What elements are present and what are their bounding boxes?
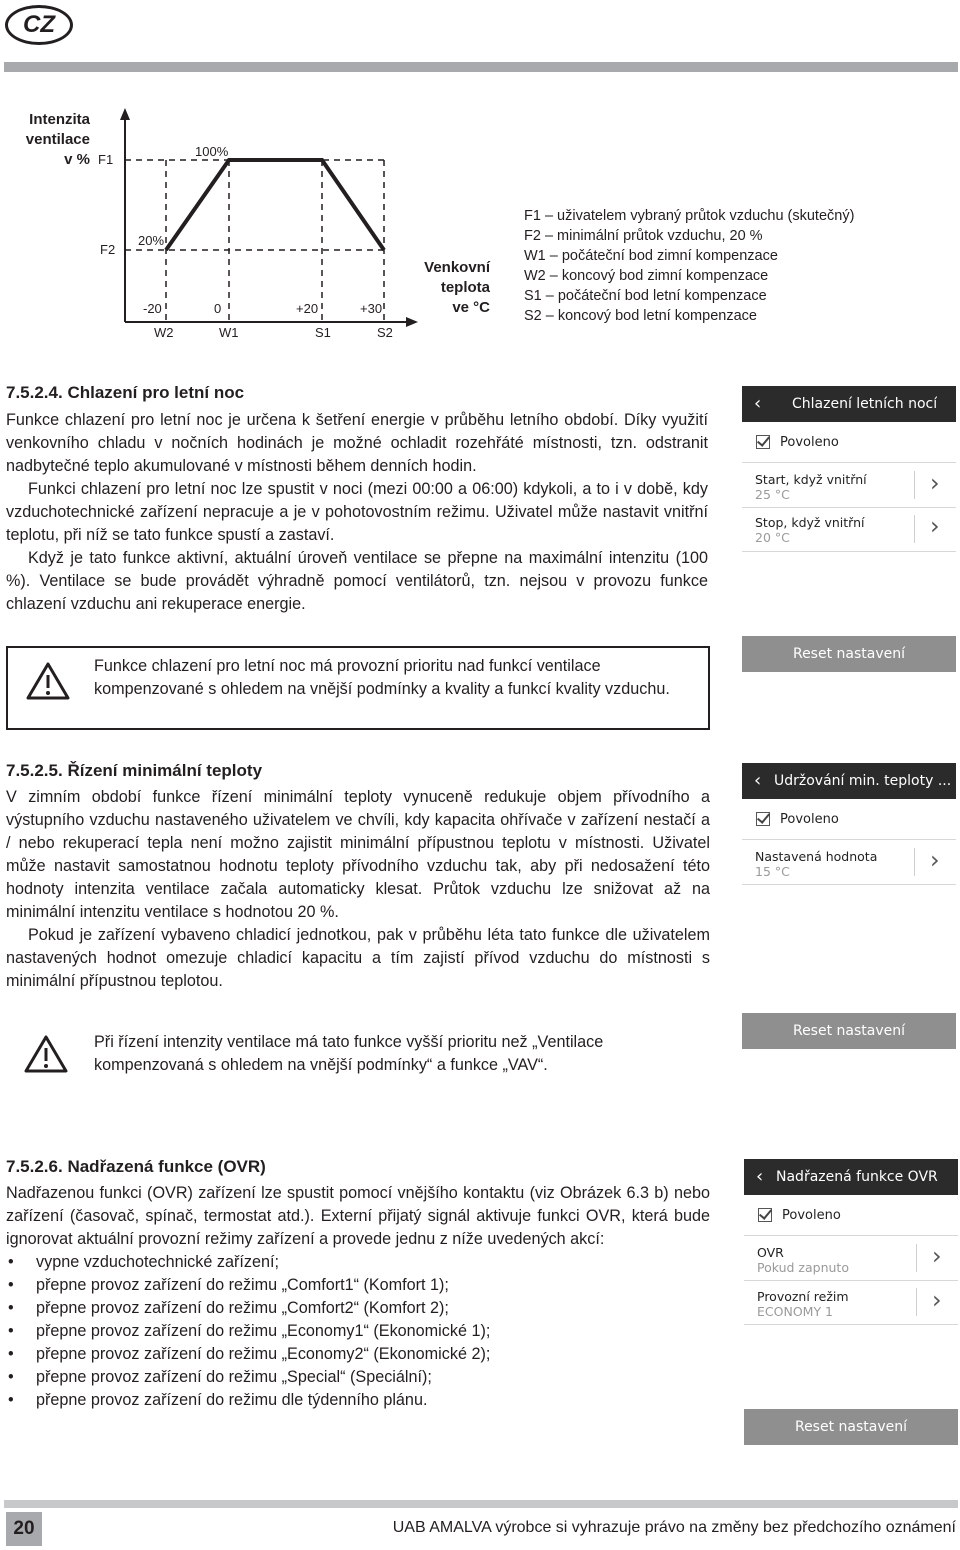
- enabled-toggle[interactable]: [742, 422, 956, 463]
- enabled-toggle[interactable]: [744, 1195, 958, 1236]
- x-axis-arrow: [406, 317, 418, 327]
- point-w2: W2: [154, 325, 174, 340]
- panel-header: [744, 1159, 958, 1195]
- paragraph: Nadřazenou funkci (OVR) zařízení lze spustit pomocí vnějšího kontaktu (viz Obrázek 6.3 b) nebo zařízení (časovač, spínač, termostat atd.). Externí přijatý signál aktivuje funkci OVR, která bude ignorovat aktuální provozní režimy zařízení a provede jednu z níže uvedených akcí:: [6, 1184, 710, 1248]
- section-body-ovr: [6, 1182, 710, 1412]
- divider: [916, 1244, 917, 1272]
- enabled-label: Povoleno: [780, 435, 839, 450]
- f1-label: F1: [98, 152, 114, 167]
- checkbox-icon[interactable]: [758, 1208, 772, 1222]
- paragraph: Pokud je zařízení vybaveno chladicí jednotkou, pak v průběhu léta tato funkce dle uživatelem nastavených hodnot omezuje chladicí kapacitu a tím zajistí přívod vzduchu do místnosti s minimální přípustnou teplotou.: [6, 926, 710, 990]
- tick-plus30: +30: [360, 301, 383, 316]
- diagram-legend: [524, 206, 854, 326]
- setting-title: Start, když vnitřní: [755, 472, 867, 487]
- point-w1: W1: [219, 325, 239, 340]
- setting-value: 20 °C: [755, 530, 790, 545]
- page-number: 20: [6, 1512, 42, 1546]
- list-item: • přepne provoz zařízení do režimu „Economy2“ (Ekonomické 2);: [6, 1343, 710, 1366]
- y-axis-arrow: [120, 108, 130, 120]
- legend-item: F2 – minimální průtok vzduchu, 20 %: [524, 228, 763, 244]
- paragraph: Funkci chlazení pro letní noc lze spustit v noci (mezi 00:00 a 06:00) kdykoli, a to i v době, kdy vzduchotechnické zařízení nepracuje a je v pohotovostním režimu. Uživatel může nastavit vnitřní teplotu, při níž se tato funkce spustí a zastaví.: [6, 480, 708, 544]
- enabled-label: Povoleno: [780, 812, 839, 827]
- language-badge: CZ: [5, 5, 73, 45]
- footer-note: UAB AMALVA výrobce si vyhrazuje právo na změny bez předchozího oznámení: [392, 1519, 956, 1536]
- list-item: • přepne provoz zařízení do režimu „Economy1“ (Ekonomické 1);: [6, 1320, 710, 1343]
- divider: [914, 515, 915, 543]
- warning-icon: [26, 662, 70, 700]
- f2-label: F2: [100, 242, 116, 257]
- list-item: • přepne provoz zařízení do režimu „Comfort1“ (Komfort 1);: [6, 1274, 710, 1297]
- list-item: • vypne vzduchotechnické zařízení;: [6, 1251, 710, 1274]
- legend-item: W1 – počáteční bod zimní kompenzace: [524, 248, 778, 264]
- checkbox-icon[interactable]: [756, 435, 770, 449]
- paragraph: V zimním období funkce řízení minimální teploty vynuceně redukuje objem přívodního a výstupního vzduchu nastaveného uživatelem ve chvíli, kdy kapacita ohřívače v zařízení nestačí a / nebo rekuperací tepla není možno zajistit minimální přípustnou teplotu v místnosti. Uživatel může nastavit samostatnou hodnotu teploty přívodního vzduchu tak, aby při nedosažení této hodnoty intenzita ventilace začala automaticky klesat. Průtok vzduchu lze snižovat až na minimální intenzitu ventilace s hodnotou 20 %.: [6, 788, 710, 921]
- device-panel-summer-night: [742, 386, 956, 672]
- chevron-right-icon[interactable]: ›: [932, 1286, 942, 1314]
- section-title-summer-night: 7.5.2.4. Chlazení pro letní noc: [6, 383, 245, 402]
- list-item: • přepne provoz zařízení do režimu „Special“ (Speciální);: [6, 1366, 710, 1389]
- section-title-min-temp: 7.5.2.5. Řízení minimální teploty: [6, 761, 263, 780]
- divider: [914, 848, 915, 876]
- setting-title: OVR: [757, 1245, 784, 1260]
- back-chevron-icon[interactable]: ‹: [756, 1166, 764, 1187]
- enabled-toggle[interactable]: [742, 799, 956, 840]
- setting-target[interactable]: [742, 840, 956, 885]
- warning-icon: [24, 1035, 68, 1073]
- setting-value: Pokud zapnuto: [757, 1260, 849, 1275]
- legend-item: S2 – koncový bod letní kompenzace: [524, 308, 757, 324]
- device-panel-min-temp: [742, 763, 956, 1049]
- legend-item: S1 – počáteční bod letní kompenzace: [524, 288, 767, 304]
- back-chevron-icon[interactable]: ‹: [754, 393, 762, 414]
- checkbox-icon[interactable]: [756, 812, 770, 826]
- p20-label: 20%: [138, 233, 165, 248]
- y-axis-label: Intenzita ventilace v %: [25, 111, 90, 168]
- warning-box: [6, 646, 710, 730]
- panel-title: Nadřazená funkce OVR: [776, 1169, 938, 1185]
- tick-plus20: +20: [296, 301, 319, 316]
- setting-stop[interactable]: [742, 507, 956, 552]
- section-body-min-temp: [6, 786, 710, 993]
- setting-title: Stop, když vnitřní: [755, 515, 865, 530]
- setting-mode[interactable]: [744, 1280, 958, 1325]
- paragraph: Když je tato funkce aktivní, aktuální úroveň ventilace se přepne na maximální intenzitu (100 %). Ventilace se bude provádět výhradně pomocí ventilátorů, tzn. nejsou v provozu funkce chlazení vzduchu ani rekuperace energie.: [6, 549, 708, 613]
- back-chevron-icon[interactable]: ‹: [754, 770, 762, 791]
- setting-title: Nastavená hodnota: [755, 849, 878, 864]
- setting-start[interactable]: [742, 463, 956, 508]
- legend-item: F1 – uživatelem vybraný průtok vzduchu (skutečný): [524, 208, 855, 224]
- reset-button[interactable]: Reset nastavení: [742, 1013, 956, 1049]
- point-s1: S1: [315, 325, 331, 340]
- device-panel-ovr: [744, 1159, 958, 1445]
- p100-label: 100%: [195, 144, 229, 159]
- chevron-right-icon[interactable]: ›: [930, 512, 940, 540]
- setting-value: 25 °C: [755, 487, 790, 502]
- intensity-curve: [166, 160, 384, 250]
- header-bar: [4, 62, 958, 72]
- panel-header: [742, 386, 956, 422]
- divider: [914, 471, 915, 499]
- paragraph: Funkce chlazení pro letní noc je určena k šetření energie v průběhu letního období. Díky využití venkovního chladu v nočních hodinách je možné ochladit rozehřáté místnosti, tzn. odstranit nadbytečné teplo akumulované v místnosti během denních hodin.: [6, 411, 708, 475]
- divider: [916, 1288, 917, 1316]
- tick-minus20: -20: [143, 301, 162, 316]
- panel-title: Chlazení letních nocí: [792, 396, 938, 412]
- panel-header: [742, 763, 956, 799]
- legend-item: W2 – koncový bod zimní kompenzace: [524, 268, 769, 284]
- section-body-summer-night: [6, 409, 708, 616]
- list-item: • přepne provoz zařízení do režimu dle týdenního plánu.: [6, 1389, 710, 1412]
- warning-text: Funkce chlazení pro letní noc má provozní prioritu nad funkcí ventilace kompenzované s ohledem na vnější podmínky a kvality a funkcí kvality vzduchu.: [94, 657, 670, 698]
- tick-0: 0: [214, 301, 222, 316]
- setting-title: Provozní režim: [757, 1289, 849, 1304]
- setting-value: ECONOMY 1: [757, 1304, 834, 1319]
- chevron-right-icon[interactable]: ›: [930, 469, 940, 497]
- section-title-ovr: 7.5.2.6. Nadřazená funkce (OVR): [6, 1157, 266, 1176]
- point-s2: S2: [377, 325, 393, 340]
- setting-ovr[interactable]: [744, 1236, 958, 1281]
- x-axis-label: Venkovní teplota ve °C: [424, 259, 490, 316]
- footer-bar: [4, 1500, 958, 1508]
- reset-button[interactable]: Reset nastavení: [744, 1409, 958, 1445]
- setting-value: 15 °C: [755, 864, 790, 879]
- ovr-action-list: [6, 1251, 710, 1412]
- chevron-right-icon[interactable]: ›: [930, 846, 940, 874]
- panel-title: Udržování min. teploty ...: [774, 773, 952, 789]
- list-item: • přepne provoz zařízení do režimu „Comfort2“ (Komfort 2);: [6, 1297, 710, 1320]
- chevron-right-icon[interactable]: ›: [932, 1242, 942, 1270]
- enabled-label: Povoleno: [782, 1208, 841, 1223]
- warning-text: Při řízení intenzity ventilace má tato funkce vyšší prioritu než „Ventilace kompenzovaná s ohledem na vnější podmínky“ a funkce „VAV“.: [94, 1033, 604, 1074]
- warning-box: [6, 1023, 710, 1085]
- reset-button[interactable]: Reset nastavení: [742, 636, 956, 672]
